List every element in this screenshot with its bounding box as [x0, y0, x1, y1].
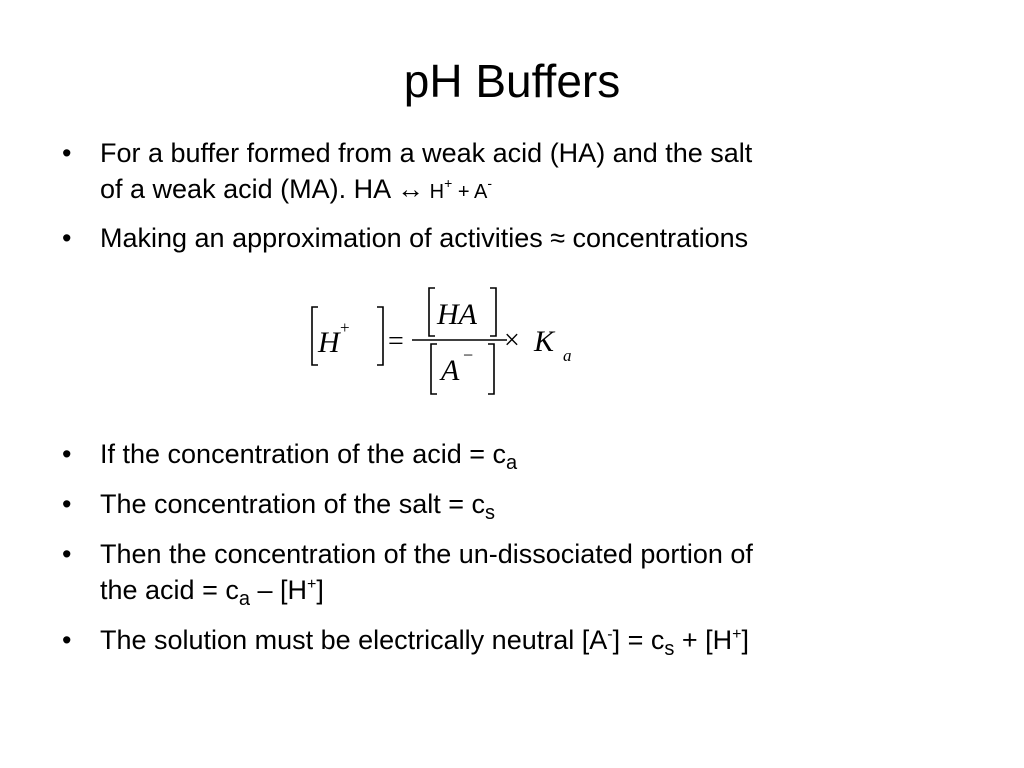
- denominator-sup: −: [463, 345, 474, 365]
- subscript: a: [238, 588, 250, 610]
- bullet-text: ]: [316, 575, 324, 605]
- superscript: -: [487, 175, 492, 191]
- bullet-dot: •: [62, 539, 72, 569]
- bullet-text: – [H: [249, 575, 307, 605]
- slide-title: pH Buffers: [403, 55, 621, 107]
- equation-svg: [300, 283, 600, 403]
- den-bracket-close: [488, 344, 494, 394]
- bullet-item: [58, 135, 958, 210]
- denominator-a: A: [441, 354, 460, 387]
- bullet-text: ] = c: [612, 625, 665, 655]
- superscript: +: [307, 576, 317, 593]
- superscript: +: [444, 175, 453, 191]
- buffer-equation: [300, 283, 600, 403]
- bullet-dot: •: [62, 223, 72, 253]
- numerator: HA: [437, 298, 477, 331]
- bullet-text: Then the concentration of the un-dissociated portion of: [100, 539, 753, 569]
- left-bracket-close: [377, 307, 383, 365]
- bullet-text: For a buffer formed from a weak acid (HA) and the salt: [100, 138, 753, 168]
- bullet-text: Making an approximation of activities ≈ concentrations: [100, 223, 749, 253]
- num-bracket-open: [429, 288, 435, 336]
- superscript: -: [607, 626, 613, 643]
- double-arrow: ↔: [397, 174, 425, 204]
- lhs-h: H: [318, 326, 340, 359]
- den-bracket-open: [431, 344, 437, 394]
- bullet-text: + A: [452, 181, 488, 203]
- bullet-item: [58, 622, 958, 658]
- bullet-item: [58, 486, 958, 522]
- subscript: s: [484, 502, 495, 524]
- bullet-item: [58, 536, 958, 608]
- lhs-sup: +: [340, 318, 350, 337]
- bullet-dot: •: [62, 625, 72, 655]
- k-symbol: K: [534, 325, 555, 358]
- bullet-item: [58, 436, 958, 472]
- bullet-text: the acid = c: [100, 575, 239, 605]
- subscript: s: [664, 638, 675, 660]
- bullet-text: ]: [741, 625, 749, 655]
- bullet-text: + [H: [674, 625, 733, 655]
- bullet-text: of a weak acid (MA). HA: [100, 174, 398, 204]
- bullet-text: If the concentration of the acid = c: [100, 439, 507, 469]
- bullet-text: The solution must be electrically neutral [A: [100, 625, 608, 655]
- subscript: a: [506, 452, 518, 474]
- superscript: +: [732, 626, 742, 643]
- bullet-text: H: [424, 181, 445, 203]
- bullet-dot: •: [62, 138, 72, 168]
- equals-sign: =: [388, 326, 404, 357]
- bullet-item: [58, 220, 958, 256]
- k-subscript: a: [563, 346, 572, 365]
- bullet-dot: •: [62, 439, 72, 469]
- bullet-dot: •: [62, 489, 72, 519]
- times-sign: ×: [504, 325, 520, 356]
- num-bracket-close: [490, 288, 496, 336]
- bullet-text: The concentration of the salt = c: [100, 489, 485, 519]
